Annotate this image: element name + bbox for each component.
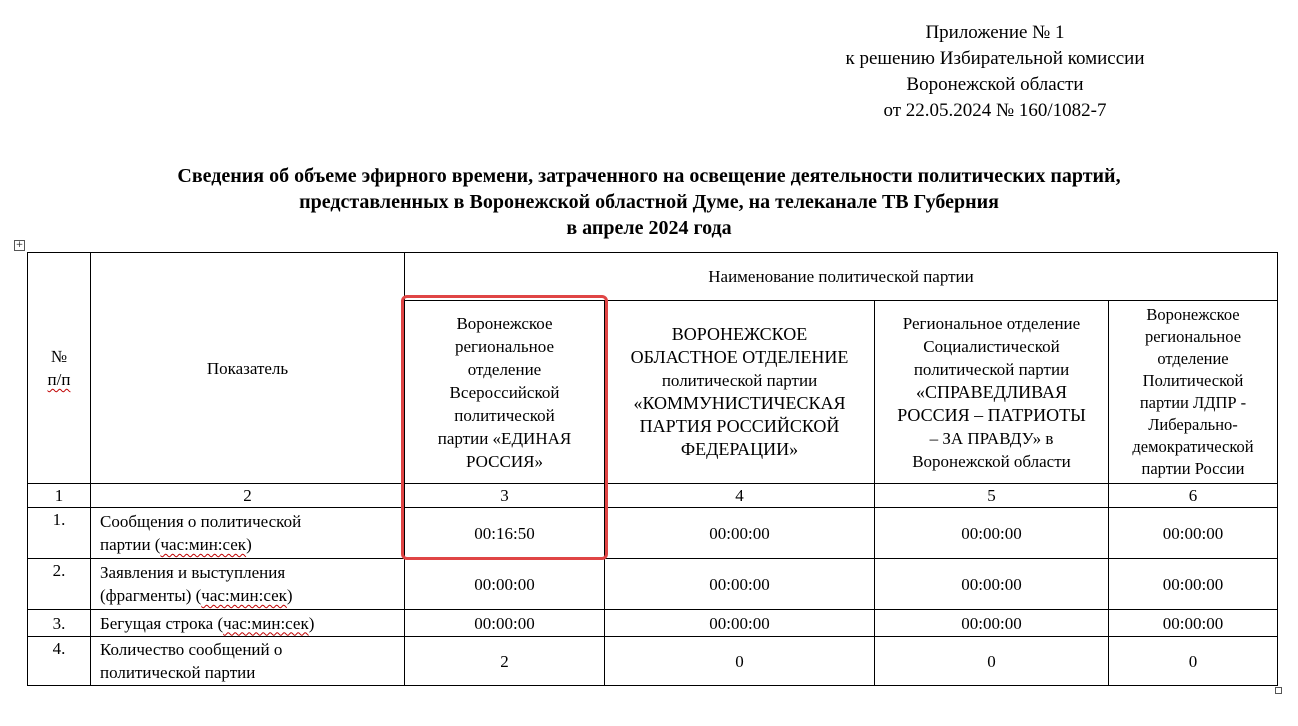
value-cell: 2 (405, 637, 605, 686)
row-number: 3. (28, 610, 91, 637)
value-cell: 00:00:00 (1109, 508, 1278, 559)
table-resize-handle-icon[interactable] (1275, 687, 1282, 694)
table-row (28, 559, 1278, 610)
appendix-line-4: от 22.05.2024 № 160/1082-7 (883, 100, 1107, 121)
title-line-2: представленных в Воронежской областной Думе, на телеканале ТВ Губерния (299, 191, 999, 213)
appendix-line-3: Воронежской области (906, 74, 1084, 95)
document-title (0, 163, 1298, 241)
value-cell: 00:00:00 (875, 610, 1109, 637)
column-number: 1 (28, 484, 91, 508)
appendix-line-2: к решению Избирательной комиссии (845, 48, 1145, 69)
broadcast-time-table (27, 252, 1278, 686)
party-header-ldpr: Воронежское региональное отделение Политической партии ЛДПР - Либерально- демократической партии России (1109, 301, 1278, 484)
header-indicator-cell: Показатель (91, 253, 405, 484)
party-header-united-russia: Воронежское региональное отделение Всероссийской политической партии «ЕДИНАЯ РОССИЯ» (405, 301, 605, 484)
row-label: Заявления и выступления (фрагменты) (час:мин:сек) (91, 559, 405, 610)
column-number: 2 (91, 484, 405, 508)
value-cell: 00:00:00 (875, 508, 1109, 559)
column-number: 6 (1109, 484, 1278, 508)
row-number: 4. (28, 637, 91, 686)
value-cell: 00:16:50 (405, 508, 605, 559)
value-cell: 00:00:00 (405, 610, 605, 637)
table-row (28, 637, 1278, 686)
value-cell: 00:00:00 (1109, 559, 1278, 610)
title-line-1: Сведения об объеме эфирного времени, затраченного на освещение деятельности политических партий, (177, 165, 1121, 187)
appendix-line-1: Приложение № 1 (925, 22, 1065, 43)
value-cell: 0 (1109, 637, 1278, 686)
value-cell: 0 (605, 637, 875, 686)
value-cell: 00:00:00 (605, 559, 875, 610)
header-num-abbrev: п/п (47, 370, 71, 389)
column-number: 4 (605, 484, 875, 508)
header-party-group-cell: Наименование политической партии (405, 253, 1278, 301)
table-move-handle-icon[interactable]: + (15, 240, 24, 250)
header-row-group (28, 253, 1278, 301)
header-num-symbol: № (50, 347, 68, 366)
row-number: 2. (28, 559, 91, 610)
row-label: Сообщения о политической партии (час:мин:сек) (91, 508, 405, 559)
value-cell: 00:00:00 (605, 610, 875, 637)
table-row (28, 508, 1278, 559)
row-number: 1. (28, 508, 91, 559)
table-row (28, 610, 1278, 637)
appendix-header (700, 20, 1290, 124)
column-number: 3 (405, 484, 605, 508)
value-cell: 00:00:00 (405, 559, 605, 610)
party-header-kprf: ВОРОНЕЖСКОЕ ОБЛАСТНОЕ ОТДЕЛЕНИЕ политической партии «КОММУНИСТИЧЕСКАЯ ПАРТИЯ РОССИЙСКОЙ ФЕДЕРАЦИИ» (605, 301, 875, 484)
header-num-cell (28, 253, 91, 484)
title-line-3: в апреле 2024 года (566, 217, 732, 239)
value-cell: 0 (875, 637, 1109, 686)
value-cell: 00:00:00 (605, 508, 875, 559)
value-cell: 00:00:00 (1109, 610, 1278, 637)
value-cell: 00:00:00 (875, 559, 1109, 610)
column-number-row (28, 484, 1278, 508)
row-label: Бегущая строка (час:мин:сек) (91, 610, 405, 637)
row-label: Количество сообщений о политической партии (91, 637, 405, 686)
party-header-just-russia: Региональное отделение Социалистической политической партии «СПРАВЕДЛИВАЯ РОССИЯ – ПАТРИОТЫ – ЗА ПРАВДУ» в Воронежской области (875, 301, 1109, 484)
column-number: 5 (875, 484, 1109, 508)
